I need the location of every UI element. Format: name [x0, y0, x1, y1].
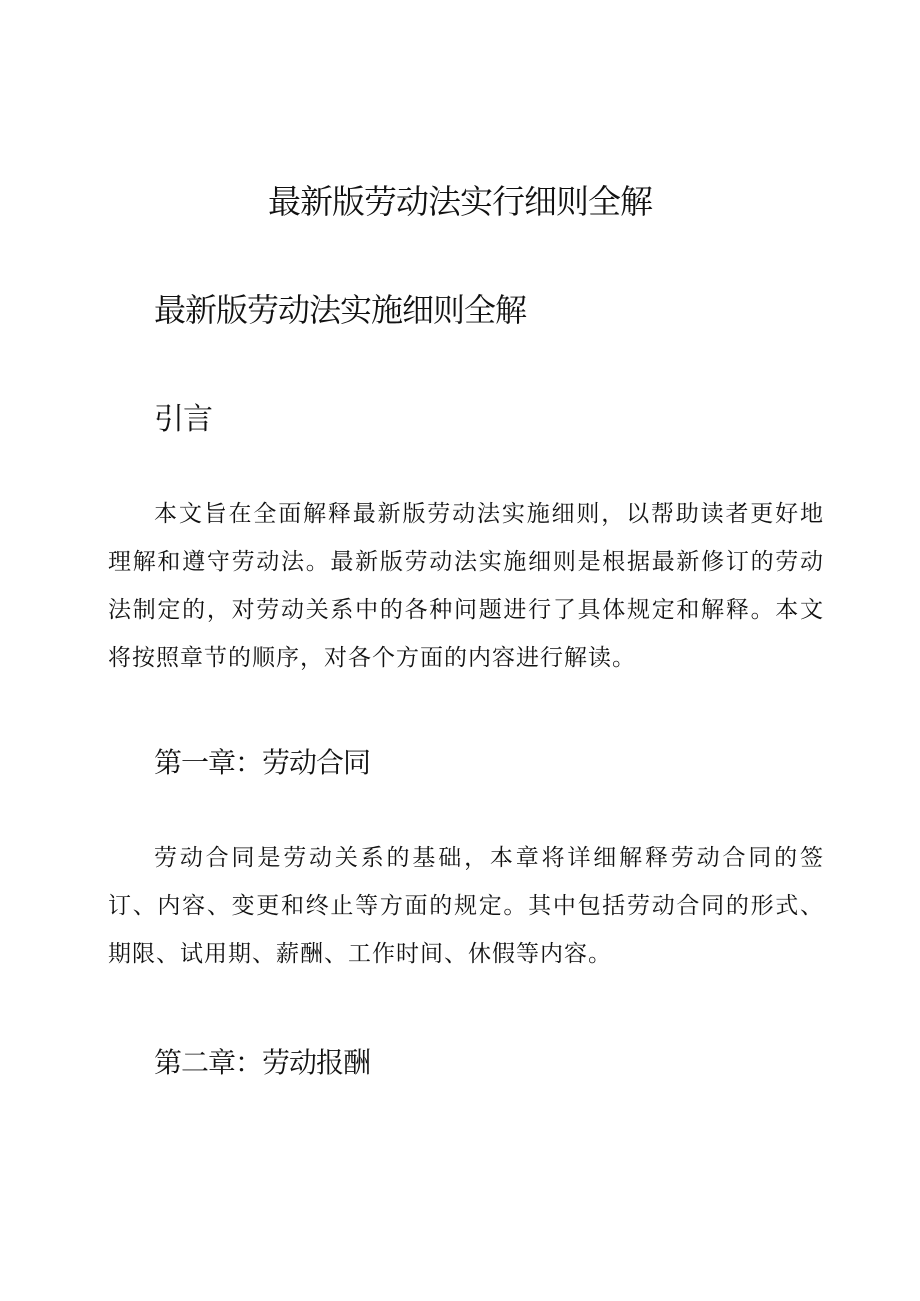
document-title: 最新版劳动法实行细则全解 [268, 182, 652, 221]
section-body-chapter-1: 劳动合同是劳动关系的基础，本章将详细解释劳动合同的签订、内容、变更和终止等方面的规定。其中包括劳动合同的形式、期限、试用期、薪酬、工作时间、休假等内容。 [108, 845, 824, 967]
section-heading-chapter-1: 第一章：劳动合同 [154, 746, 371, 779]
main-heading: 最新版劳动法实施细则全解 [154, 291, 527, 329]
section-heading-chapter-2: 第二章：劳动报酬 [154, 1046, 371, 1079]
section-body-introduction: 本文旨在全面解释最新版劳动法实施细则，以帮助读者更好地理解和遵守劳动法。最新版劳动法实施细则是根据最新修订的劳动法制定的，对劳动关系中的各种问题进行了具体规定和解释。本文将按照章节的顺序，对各个方面的内容进行解读。 [108, 501, 824, 671]
section-heading-introduction: 引言 [154, 402, 212, 437]
